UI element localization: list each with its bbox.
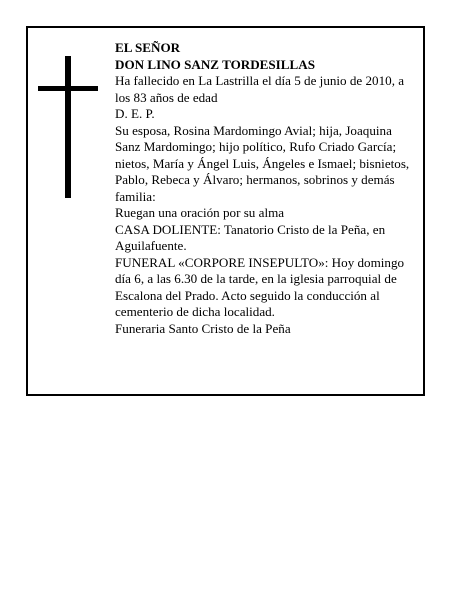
cross-vertical-bar <box>65 56 71 198</box>
cross-icon <box>38 56 98 198</box>
rest-in-peace: D. E. P. <box>115 106 155 121</box>
obituary-notice <box>26 26 425 396</box>
deceased-name: DON LINO SANZ TORDESILLAS <box>115 56 315 72</box>
prayer-request: Ruegan una oración por su alma <box>115 205 285 220</box>
funeral-details: FUNERAL «CORPORE INSEPULTO»: Hoy domingo día 6, a las 6.30 de la tarde, en la iglesia parroquial de Escalona del Prado. Acto seguido la conducción al cementerio de dicha localidad. <box>115 254 405 319</box>
obituary-text <box>115 40 417 337</box>
funeral-home: Funeraria Santo Cristo de la Peña <box>115 320 291 336</box>
mourning-house: CASA DOLIENTE: Tanatorio Cristo de la Peña, en Aguilafuente. <box>115 221 386 253</box>
title-line-1: EL SEÑOR <box>115 40 181 55</box>
cross-horizontal-bar <box>38 86 98 91</box>
death-info: Ha fallecido en La Lastrilla el día 5 de junio de 2010, a los 83 años de edad <box>115 73 405 105</box>
family-list: Su esposa, Rosina Mardomingo Avial; hija, Joaquina Sanz Mardomingo; hijo político, Rufo Criado García; nietos, María y Ángel Luis, Ángeles e Ismael; bisnietos, Pablo, Rebeca y Álvaro; hermanos, sobrinos y demás familia: <box>115 122 410 204</box>
